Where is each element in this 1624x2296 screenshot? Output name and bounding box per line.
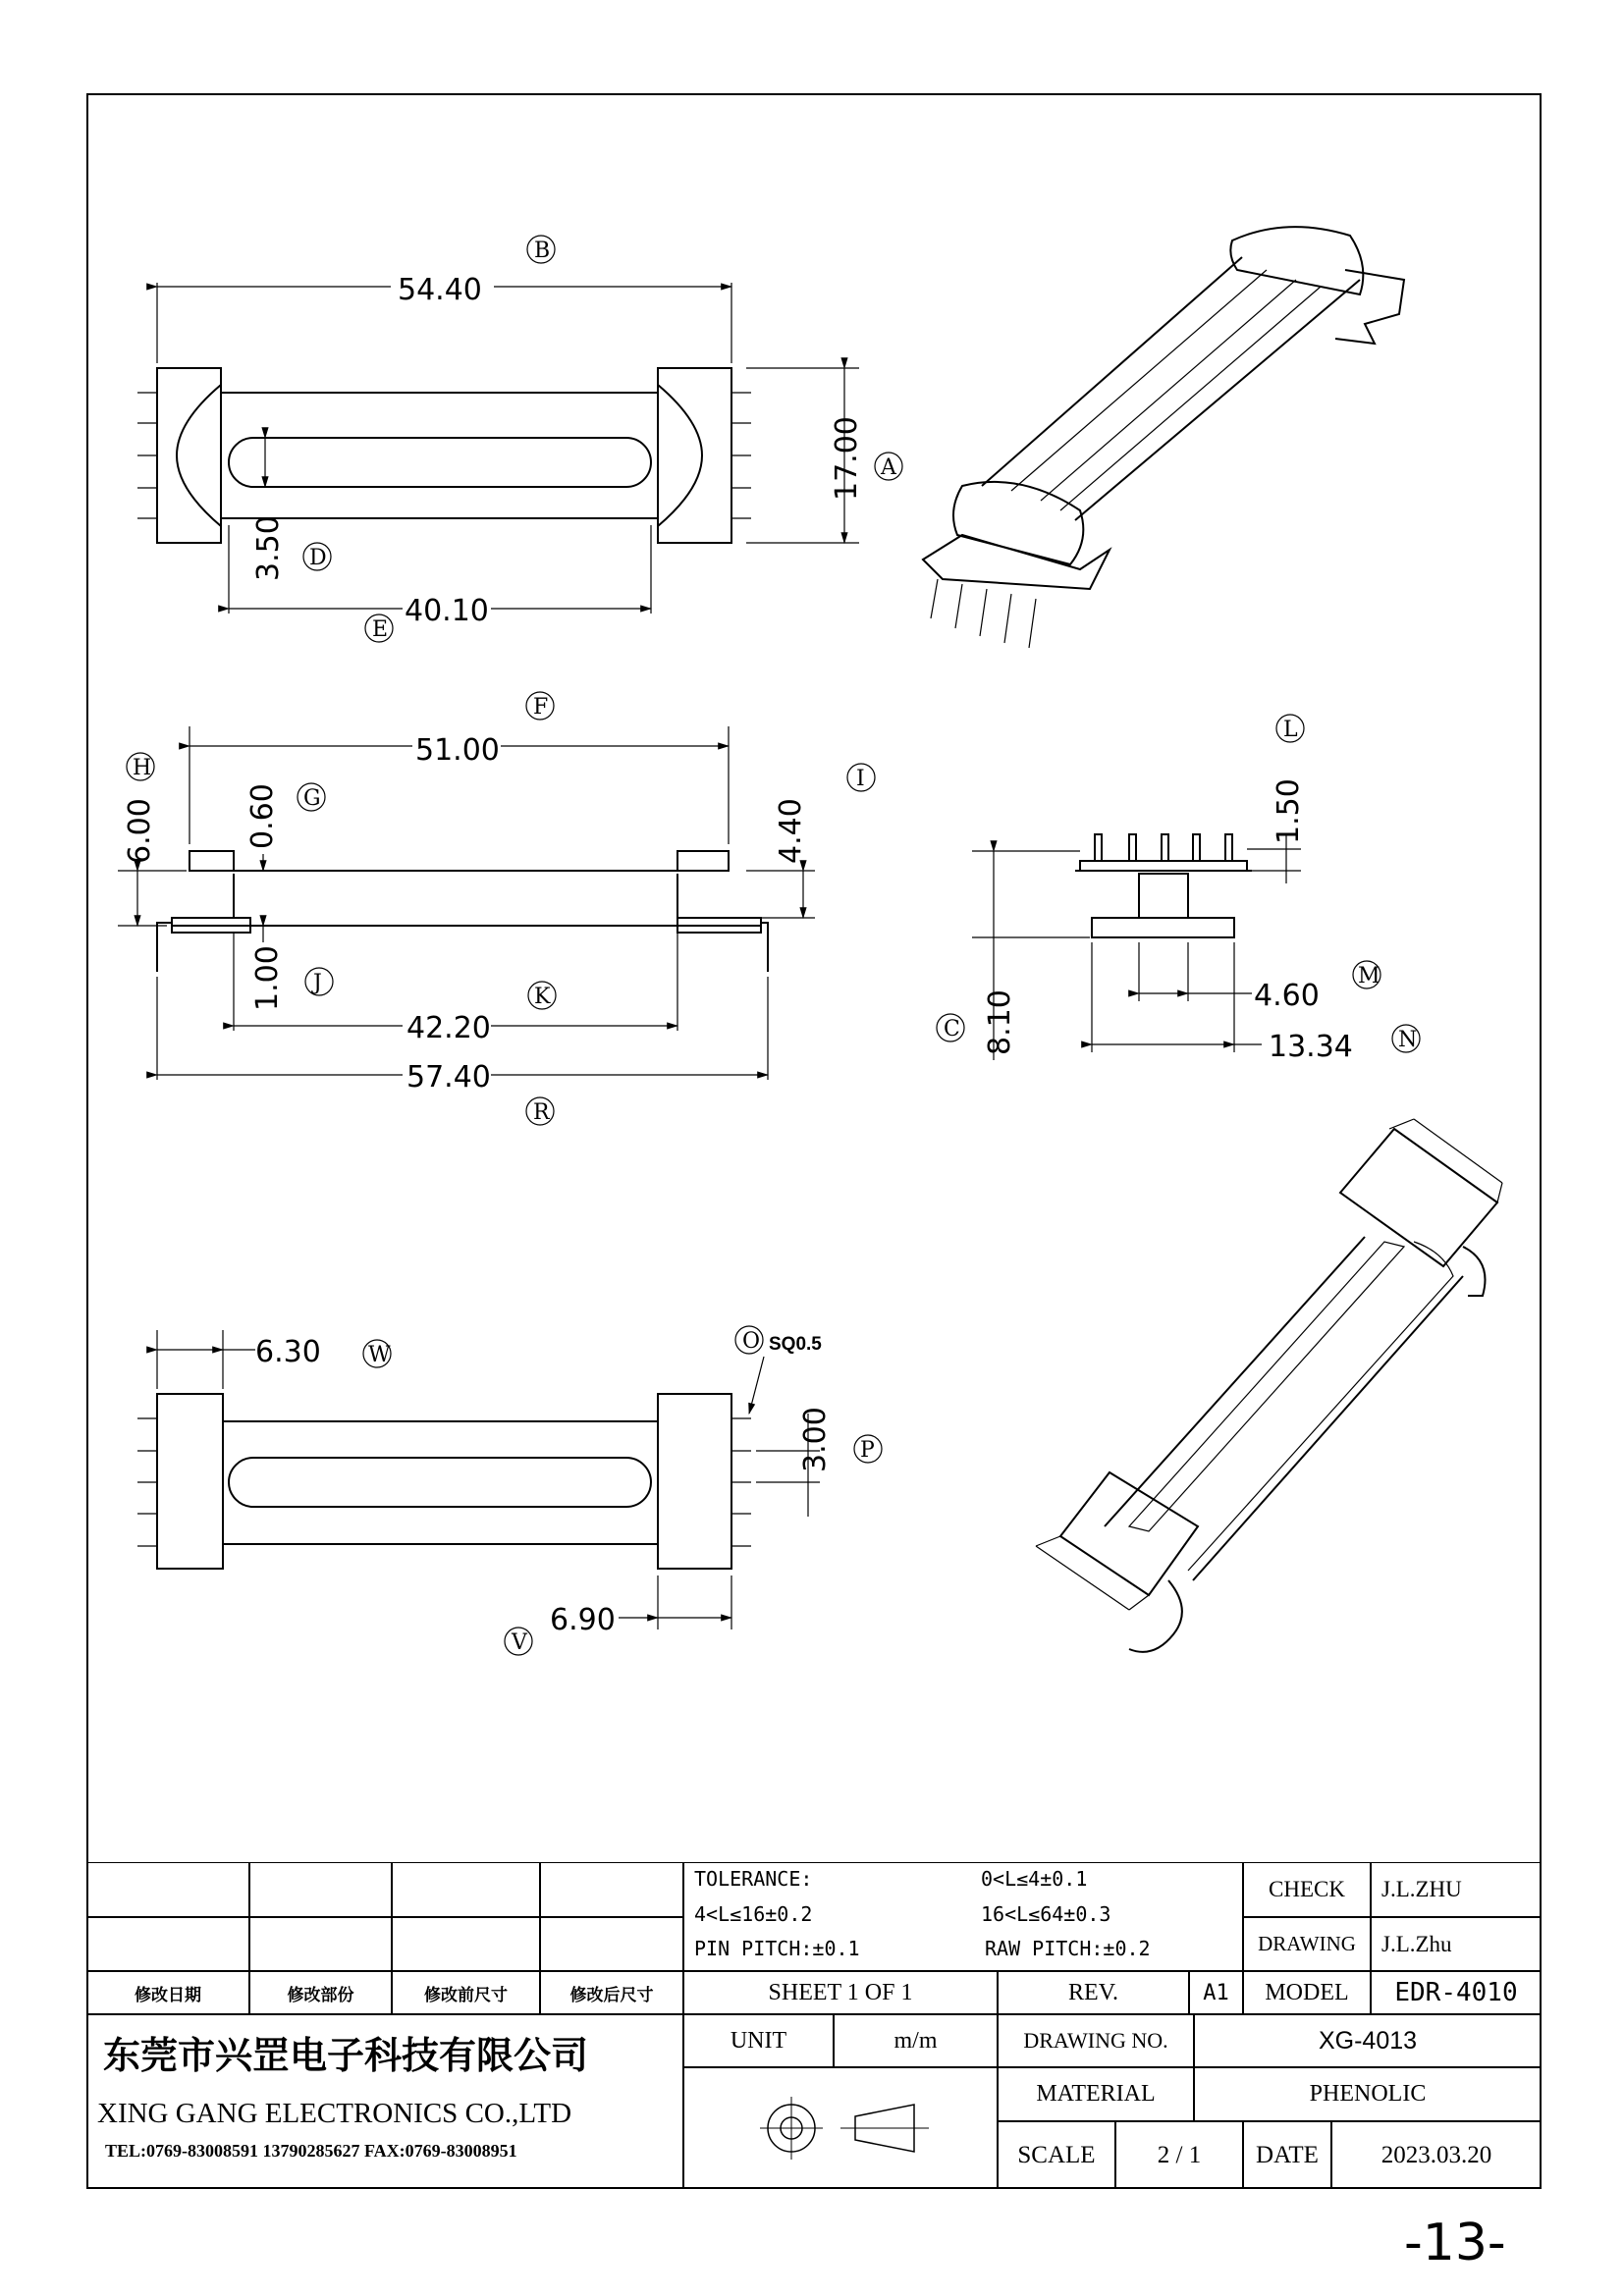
company-contact: TEL:0769-83008591 13790285627 FAX:0769-83008951 <box>105 2141 517 2161</box>
tag-k: K <box>534 985 551 1009</box>
dim-j-value: 1.00 <box>250 945 285 1011</box>
projection-symbol <box>683 2067 998 2189</box>
tolerance-label: TOLERANCE: <box>694 1867 813 1891</box>
dim-c-value: 8.10 <box>983 989 1017 1055</box>
company-box <box>86 2014 683 2189</box>
scale-label: SCALE <box>998 2121 1115 2189</box>
end-view <box>937 715 1420 1064</box>
rev-cell <box>86 1862 249 1917</box>
pin-size-note: SQ0.5 <box>769 1334 822 1355</box>
company-name-cn: 东莞市兴罡电子科技有限公司 <box>103 2034 589 2077</box>
dim-l-value: 1.50 <box>1272 778 1306 844</box>
dim-f-value: 51.00 <box>415 733 500 768</box>
unit-value: m/m <box>834 2014 998 2067</box>
rev-cell <box>249 1917 392 1971</box>
bottom-view <box>137 1326 882 1655</box>
title-block <box>86 1862 1542 2189</box>
rev-cell <box>86 1917 249 1971</box>
page-number: -13- <box>1404 2214 1506 2272</box>
dim-r-value: 57.40 <box>406 1060 491 1095</box>
side-view <box>118 692 875 1125</box>
rev-cell <box>249 1862 392 1917</box>
tag-n: N <box>1398 1028 1418 1052</box>
check-value: J.L.ZHU <box>1371 1862 1542 1917</box>
tolerance-range-2: 4<L≤16±0.2 <box>694 1902 813 1926</box>
dim-g-value: 0.60 <box>245 783 280 849</box>
material-label: MATERIAL <box>998 2067 1194 2121</box>
tag-r: R <box>533 1100 550 1125</box>
tag-m: M <box>1358 964 1380 988</box>
dim-w-value: 6.30 <box>255 1335 321 1369</box>
dim-h-value: 6.00 <box>123 798 157 864</box>
rev-cell <box>392 1917 540 1971</box>
sheet-number: SHEET 1 OF 1 <box>683 1971 998 2014</box>
dim-a-value: 17.00 <box>830 416 864 501</box>
pin-pitch: PIN PITCH:±0.1 <box>694 1937 860 1960</box>
date-label: DATE <box>1243 2121 1331 2189</box>
tag-i: I <box>856 767 865 791</box>
rev-header-before: 修改前尺寸 <box>392 1971 540 2014</box>
raw-pitch: RAW PITCH:±0.2 <box>985 1937 1151 1960</box>
dim-n-value: 13.34 <box>1269 1030 1353 1064</box>
tag-c: C <box>944 1017 960 1041</box>
scale-value: 2 / 1 <box>1115 2121 1243 2189</box>
tag-p: P <box>860 1438 875 1463</box>
rev-cell <box>540 1917 683 1971</box>
drawing-no-label: DRAWING NO. <box>998 2014 1194 2067</box>
tolerance-range-1: 0<L≤4±0.1 <box>981 1867 1088 1891</box>
rev-header-date: 修改日期 <box>86 1971 249 2014</box>
rev-cell <box>540 1862 683 1917</box>
tag-d: D <box>309 546 327 570</box>
tolerance-box <box>683 1862 1243 1971</box>
top-view <box>137 236 902 642</box>
third-angle-projection-icon <box>742 2089 939 2167</box>
drawing-value: J.L.Zhu <box>1371 1917 1542 1971</box>
tag-o: O <box>742 1329 761 1354</box>
drawing-no-value: XG-4013 <box>1194 2014 1542 2067</box>
dim-d-value: 3.50 <box>251 515 286 581</box>
dim-b-value: 54.40 <box>398 273 482 307</box>
dim-m-value: 4.60 <box>1254 979 1320 1013</box>
dim-p-value: 3.00 <box>798 1407 833 1472</box>
dim-v-value: 6.90 <box>550 1603 616 1637</box>
company-name-en: XING GANG ELECTRONICS CO.,LTD <box>97 2098 572 2129</box>
tag-a: A <box>881 455 896 480</box>
unit-label: UNIT <box>683 2014 834 2067</box>
model-value: EDR-4010 <box>1371 1971 1542 2014</box>
rev-header-part: 修改部份 <box>249 1971 392 2014</box>
rev-header-after: 修改后尺寸 <box>540 1971 683 2014</box>
tag-h: H <box>133 756 152 780</box>
tag-e: E <box>372 617 389 642</box>
check-label: CHECK <box>1243 1862 1371 1917</box>
isometric-view-2 <box>1036 1119 1502 1652</box>
dim-e-value: 40.10 <box>405 594 489 628</box>
date-value: 2023.03.20 <box>1331 2121 1542 2189</box>
dim-k-value: 42.20 <box>406 1011 491 1045</box>
drawing-label: DRAWING <box>1243 1917 1371 1971</box>
model-label: MODEL <box>1243 1971 1371 2014</box>
tag-w: W <box>368 1343 391 1367</box>
material-value: PHENOLIC <box>1194 2067 1542 2121</box>
tag-f: F <box>533 695 549 720</box>
tag-j: J <box>313 971 322 995</box>
rev-value: A1 <box>1189 1971 1243 2014</box>
tag-v: V <box>512 1630 527 1655</box>
tag-l: L <box>1283 718 1298 742</box>
tag-b: B <box>534 239 551 263</box>
isometric-view-1 <box>923 227 1404 648</box>
dim-i-value: 4.40 <box>774 798 808 864</box>
tolerance-range-3: 16<L≤64±0.3 <box>981 1902 1111 1926</box>
rev-cell <box>392 1862 540 1917</box>
tag-g: G <box>303 786 321 811</box>
rev-label: REV. <box>998 1971 1189 2014</box>
